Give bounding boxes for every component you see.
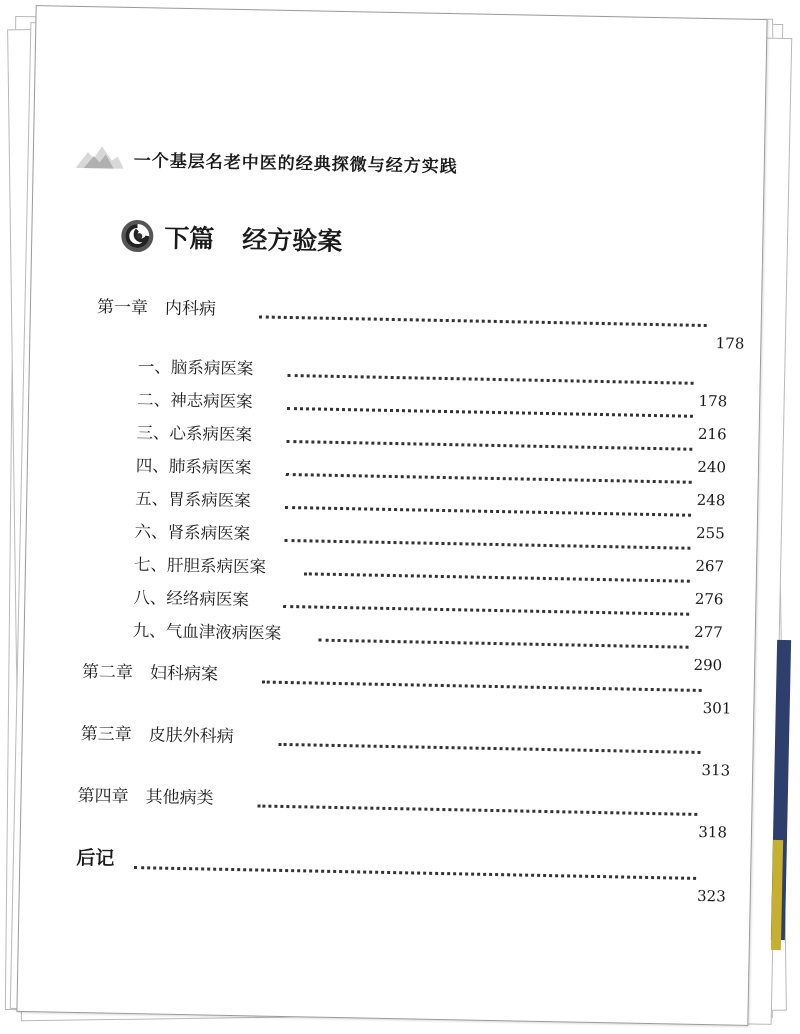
toc-entry-label: 六、肾系病医案 (134, 522, 251, 544)
toc-entry-label: 四、肺系病医案 (135, 456, 252, 478)
leader-dots (262, 681, 702, 692)
toc-entry[interactable] (76, 843, 726, 906)
toc-entry-label: 后记 (76, 847, 115, 870)
leader-dots (257, 804, 697, 815)
table-of-contents (17, 6, 766, 1025)
leader-dots (284, 539, 690, 550)
toc-entry[interactable] (77, 781, 728, 842)
part-label: 下篇 (164, 223, 215, 254)
toc-entry[interactable] (80, 719, 731, 780)
toc-entry-label: 七、肝胆系病医案 (133, 555, 267, 577)
toc-page-number: 216 (697, 424, 727, 444)
toc-page-number: 323 (696, 886, 726, 906)
leader-dots (279, 743, 701, 754)
leader-dots (288, 374, 694, 385)
leader-dots (259, 315, 707, 327)
book-title: 一个基层名老中医的经典探微与经方实践 (133, 150, 458, 177)
toc-entry-label: 九、气血津液病医案 (132, 621, 282, 643)
toc-entry-label: 二、神志病医案 (136, 390, 253, 412)
toc-page (16, 5, 767, 1026)
toc-page-number: 277 (694, 622, 723, 642)
toc-entry[interactable] (96, 292, 745, 353)
toc-entry-label: 三、心系病医案 (136, 423, 253, 445)
toc-page-number: 178 (698, 391, 728, 411)
toc-entry-label: 第二章 妇科病案 (81, 662, 219, 685)
toc-page-number: 255 (695, 523, 725, 543)
toc-page-number: 276 (694, 589, 724, 609)
leader-dots (319, 639, 689, 649)
leader-dots (286, 473, 692, 484)
toc-page-number: 301 (702, 699, 732, 718)
toc-entry-label: 第三章 皮肤外科病 (80, 724, 234, 748)
toc-page-number: 290 (693, 655, 723, 675)
leader-dots (286, 440, 692, 451)
toc-entry-label: 一、脑系病医案 (137, 357, 254, 379)
toc-page-number: 248 (696, 490, 726, 510)
leader-dots (134, 866, 696, 880)
toc-page-number: 313 (701, 760, 731, 780)
leader-dots (285, 506, 691, 517)
leader-dots (283, 605, 689, 616)
part-title: 经方验案 (242, 225, 343, 256)
toc-entry-label: 第一章 内科病 (96, 297, 217, 320)
toc-page-number: 178 (715, 334, 745, 353)
leader-dots (304, 572, 690, 582)
toc-entry-label: 第四章 其他病类 (77, 786, 214, 809)
leader-dots (287, 407, 693, 418)
toc-entry-label: 五、胃系病医案 (135, 489, 251, 511)
toc-entry-label: 八、经络病医案 (133, 588, 250, 610)
toc-entry[interactable] (81, 657, 732, 718)
toc-page-number: 267 (695, 556, 725, 576)
toc-page-number: 240 (697, 457, 727, 477)
toc-page-number: 318 (698, 822, 728, 842)
